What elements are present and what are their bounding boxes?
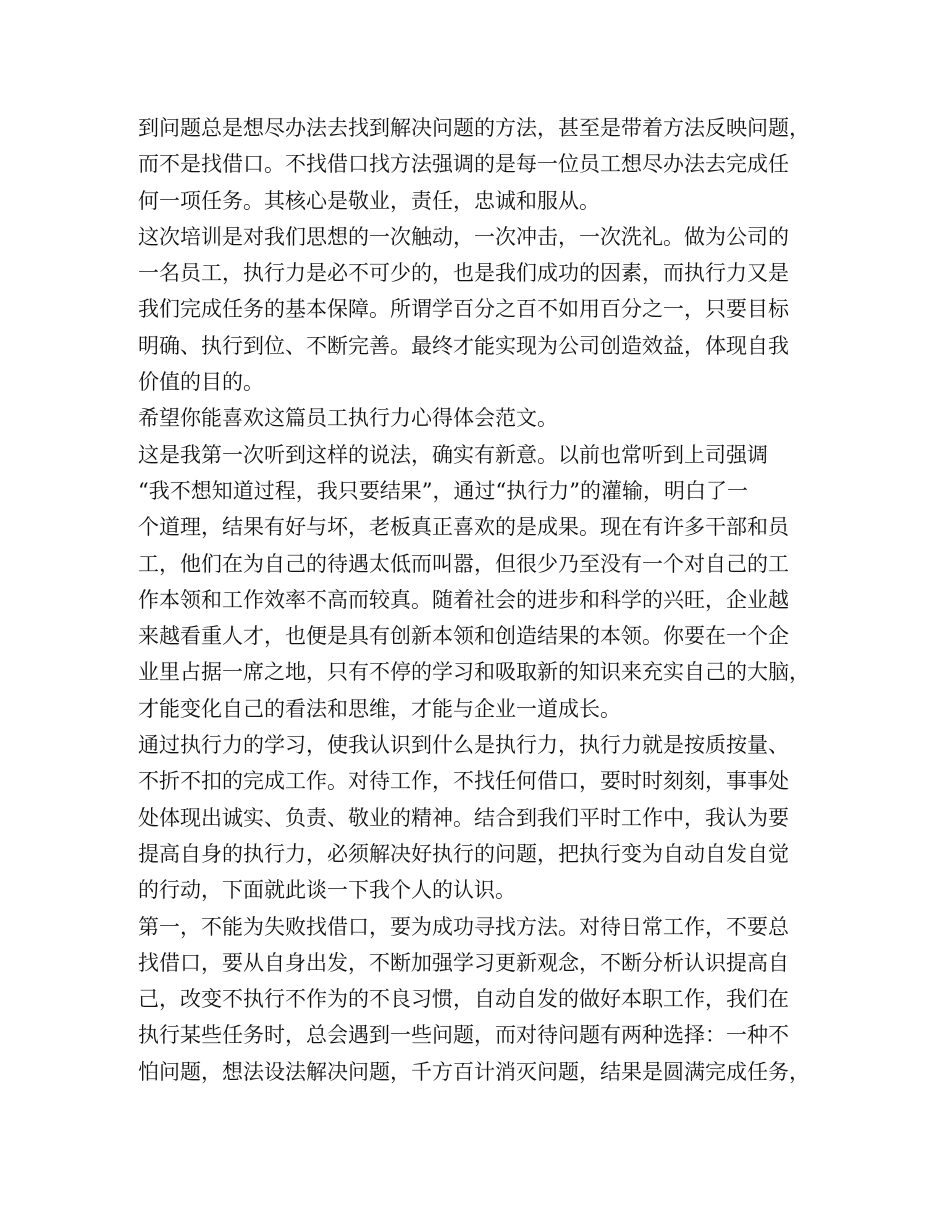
text-line: 这次培训是对我们思想的一次触动，一次冲击，一次洗礼。做为公司的 (138, 224, 789, 249)
text-line: 工，他们在为自己的待遇太低而叫嚣，但很少乃至没有一个对自己的工 (138, 551, 789, 576)
text-line: 个道理，结果有好与坏，老板真正喜欢的是成果。现在有许多干部和员 (138, 515, 789, 540)
text-line: 怕问题，想法设法解决问题，千方百计消灭问题，结果是圆满完成任务， (138, 1059, 810, 1084)
text-line: 明确、执行到位、不断完善。最终才能实现为公司创造效益，体现自我 (138, 333, 789, 358)
text-line: 不折不扣的完成工作。对待工作，不找任何借口，要时时刻刻，事事处 (138, 769, 789, 794)
text-line: 我们完成任务的基本保障。所谓学百分之百不如用百分之一，只要目标 (138, 297, 789, 322)
text-line: 这是我第一次听到这样的说法，确实有新意。以前也常听到上司强调 (138, 442, 768, 467)
text-line: 提高自身的执行力，必须解决好执行的问题，把执行变为自动自发自觉 (138, 841, 789, 866)
text-line: 的行动，下面就此谈一下我个人的认识。 (138, 878, 516, 903)
document-body (138, 110, 828, 1090)
text-line: 何一项任务。其核心是敬业，责任，忠诚和服从。 (138, 188, 600, 213)
text-line: 价值的目的。 (138, 370, 264, 395)
text-line: 作本领和工作效率不高而较真。随着社会的进步和科学的兴旺，企业越 (138, 587, 789, 612)
text-line: 希望你能喜欢这篇员工执行力心得体会范文。 (138, 406, 558, 431)
text-line: 一名员工，执行力是必不可少的，也是我们成功的因素，而执行力又是 (138, 261, 789, 286)
text-line: 己，改变不执行不作为的不良习惯，自动自发的做好本职工作，我们在 (138, 987, 789, 1012)
text-line: 业里占据一席之地，只有不停的学习和吸取新的知识来充实自己的大脑， (138, 660, 810, 685)
text-line: 处体现出诚实、负责、敬业的精神。结合到我们平时工作中，我认为要 (138, 805, 789, 830)
text-line: 通过执行力的学习，使我认识到什么是执行力，执行力就是按质按量、 (138, 733, 789, 758)
text-line: 第一，不能为失败找借口，要为成功寻找方法。对待日常工作，不要总 (138, 914, 789, 939)
text-line: 到问题总是想尽办法去找到解决问题的方法，甚至是带着方法反映问题， (138, 116, 810, 140)
text-line: “我不想知道过程，我只要结果”，通过“执行力”的灌输，明白了一 (138, 478, 748, 503)
text-line: 执行某些任务时，总会遇到一些问题，而对待问题有两种选择：一种不 (138, 1023, 789, 1048)
text-line: 找借口，要从自身出发，不断加强学习更新观念，不断分析认识提高自 (138, 950, 789, 975)
text-line: 而不是找借口。不找借口找方法强调的是每一位员工想尽办法去完成任 (138, 152, 789, 177)
text-line: 来越看重人才，也便是具有创新本领和创造结果的本领。你要在一个企 (138, 624, 789, 649)
text-line: 才能变化自己的看法和思维，才能与企业一道成长。 (138, 696, 621, 721)
